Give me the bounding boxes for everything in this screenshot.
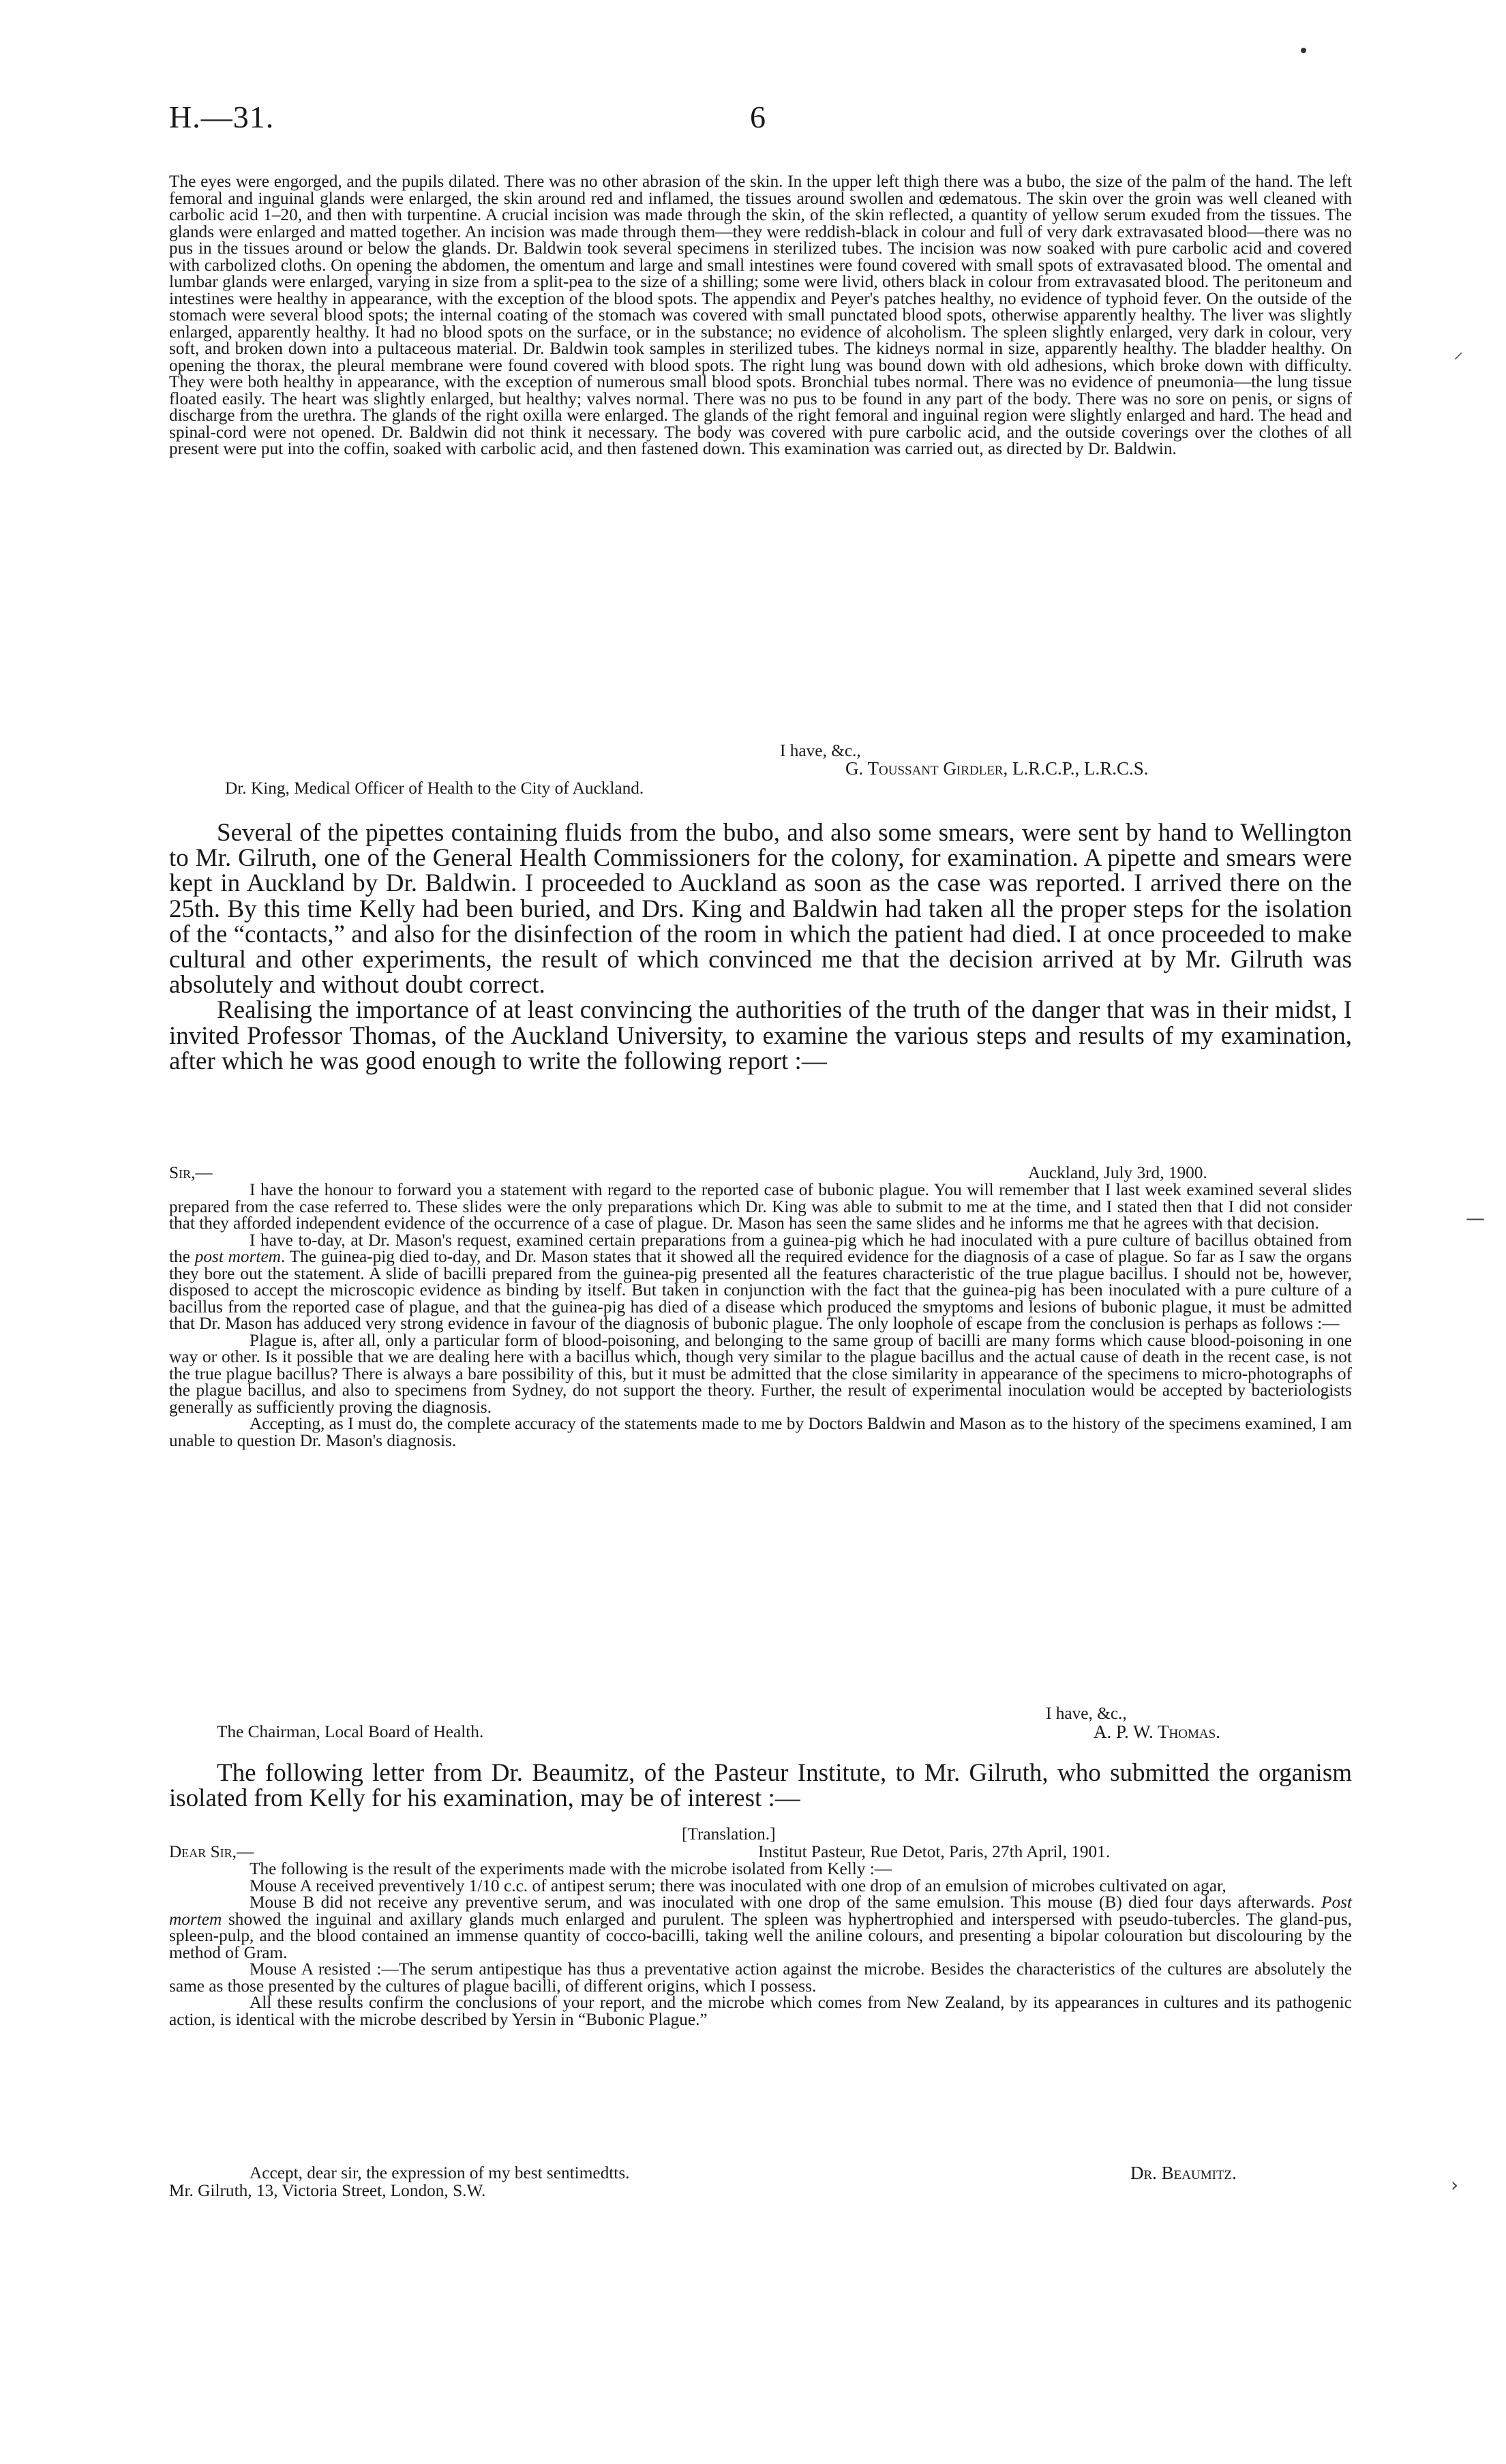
- narrative-paragraph-1: Several of the pipettes containing fluids from the bubo, and also some smears, were sent by hand to Wellington to Mr. Gilruth, one of the General Health Commissioners for the colony, for examination. A pipette and smears were kept in Auckland by Dr. Baldwin. I proceeded to Auckland as soon as the case was reported. I arrived there on the 25th. By this time Kelly had been buried, and Drs. King and Baldwin had taken all the proper steps for the isolation of the “contacts,” and also for the disinfection of the room in which the patient had died. I at once proceeded to make cultural and other experiments, the result of which convinced me that the decision arrived at by Mr. Gilruth was absolutely and without doubt correct.: [169, 819, 1352, 1000]
- thomas-paragraph-1: I have the honour to forward you a statement with regard to the reported case of bubonic plague. You will remember that I last week examined several slides prepared from the case referred to. These slides were the only preparations which Dr. King was able to submit to me at the time, and I stated then that I did not consider that they afforded independent evidence of the occurrence of a case of plague. Dr. Mason has seen the same slides and he informs me that he agrees with that decision.: [169, 1180, 1352, 1233]
- narrative-section-2: [169, 1760, 1352, 1811]
- beaumitz-paragraph-5: All these results confirm the conclusions of your report, and the microbe which comes from New Zealand, by its appearances in cultures and its pathogenic action, is identical with the microbe described by Yersin in “Bubonic Plague.”: [169, 1993, 1352, 2029]
- beaumitz-signature: Dr. Beaumitz.: [1130, 2163, 1237, 2183]
- girdler-addressee: Dr. King, Medical Officer of Health to the City of Auckland.: [225, 779, 644, 798]
- girdler-signature: G. Toussant Girdler, L.R.C.P., L.R.C.S.: [845, 758, 1149, 779]
- post-mortem-emphasis-2: Post mortem: [169, 1893, 1352, 1929]
- post-mortem-emphasis: post mortem: [194, 1247, 281, 1266]
- narrative-section: [169, 820, 1352, 1074]
- page-number: 6: [750, 100, 766, 134]
- thomas-paragraph-2: I have to-day, at Dr. Mason's request, examined certain preparations from a guinea-pig which he had inoculated with a pure culture of bacillus obtained from the post mortem. The guinea-pig died to-day, and Dr. Mason states that it showed all the required evidence for the diagnosis of a case of plague. So far as I saw the organs they bore out the statement. A slide of bacilli prepared from the guinea-pig presented all the features characteristic of the true plague bacillus. I should not be, however, disposed to accept the microscopic evidence as binding by itself. But taken in conjunction with the fact that the guinea-pig has been inoculated with a pure culture of a bacillus from the reported case of plague, and that the guinea-pig has died of a disease which produced the smyptoms and lesions of bubonic plague, it must be admitted that Dr. Mason has adduced very strong evidence in favour of the diagnosis of bubonic plague. The only loophole of escape from the conclusion is perhaps as follows :—: [169, 1230, 1353, 1333]
- beaumitz-place-date: Institut Pasteur, Rue Detot, Paris, 27th April, 1901.: [758, 1842, 1111, 1861]
- beaumitz-paragraph-4: Mouse A resisted :—The serum antipestique has thus a preventative action against the microbe. Besides the characteristics of the cultures are absolutely the same as those presented by the cultures of plague bacilli, of different origins, which I possess.: [169, 1959, 1352, 1996]
- ink-dot-mark: [1301, 48, 1306, 53]
- thomas-addressee: The Chairman, Local Board of Health.: [217, 1722, 484, 1741]
- margin-dash-icon: —: [1466, 1207, 1485, 1229]
- beaumitz-paragraph-1: The following is the result of the experiments made with the microbe isolated from Kelly :—: [250, 1859, 892, 1878]
- thomas-place-date: Auckland, July 3rd, 1900.: [1028, 1163, 1207, 1182]
- narrative-paragraph-2: Realising the importance of at least convincing the authorities of the truth of the danger that was in their midst, I invited Professor Thomas, of the Auckland University, to examine the various steps and results of my examination, after which he was good enough to write the following report :—: [169, 996, 1352, 1075]
- thomas-closing: I have, &c.,: [1046, 1704, 1127, 1723]
- beaumitz-letter-body: [169, 1861, 1352, 2028]
- margin-mark-icon: ⸍: [1454, 348, 1464, 371]
- beaumitz-paragraph-6: Accept, dear sir, the expression of my best sentimedtts.: [250, 2163, 630, 2182]
- beaumitz-addressee: Mr. Gilruth, 13, Victoria Street, London, S.W.: [169, 2181, 486, 2200]
- narrative2-paragraph-1: The following letter from Dr. Beaumitz, of the Pasteur Institute, to Mr. Gilruth, who submitted the organism isolated from Kelly for his examination, may be of interest :—: [169, 1759, 1352, 1813]
- thomas-paragraph-4: Accepting, as I must do, the complete accuracy of the statements made to me by Doctors Baldwin and Mason as to the history of the specimens examined, I am unable to question Dr. Mason's diagnosis.: [169, 1414, 1352, 1450]
- thomas-salutation: Sir,—: [169, 1163, 213, 1182]
- thomas-paragraph-3: Plague is, after all, only a particular form of blood-poisoning, and belonging to the same group of bacilli are many forms which cause blood-poisoning in one way or other. Is it possible that we are dealing here with a bacillus which, though very similar to the plague bacillus and the actual cause of death in the recent case, is not the true plague bacillus? There is always a bare possibility of this, but it must be admitted that the close similarity in appearance of the specimens to micro-photographs of the plague bacillus, and also to specimens from Sydney, do not support the theory. Further, the result of experimental inoculation would be accepted by bacteriologists generally as sufficiently proving the diagnosis.: [169, 1330, 1352, 1417]
- thomas-signature: A. P. W. Thomas.: [1094, 1722, 1220, 1742]
- beaumitz-salutation: Dear Sir,—: [169, 1842, 254, 1861]
- document-reference: H.—31.: [169, 100, 275, 134]
- translation-note: [Translation.]: [682, 1824, 776, 1844]
- girdler-report-paragraph: The eyes were engorged, and the pupils dilated. There was no other abrasion of the skin. In the upper left thigh there was a bubo, the size of the palm of the hand. The left femoral and inguinal glands were enlarged, the skin around red and inflamed, the tissues around swollen and œdematous. The skin over the groin was well cleaned with carbolic acid 1–20, and then with turpentine. A crucial incision was made through the skin, of the skin reflected, a quantity of yellow serum exuded from the tissues. The glands were enlarged and matted together. An incision was made through them—they were reddish-black in colour and full of very dark extravasated blood—there was no pus in the tissues around or below the glands. Dr. Baldwin took several specimens in sterilized tubes. The incision was now soaked with pure carbolic acid and covered with carbolized cloths. On opening the abdomen, the omentum and large and small intestines were found covered with small spots of extravasated blood. The omental and lumbar glands were enlarged, varying in size from a split-pea to the size of a shilling; some were livid, others black in colour from extravasated blood. The peritoneum and intestines were healthy in appearance, with the exception of the blood spots. The appendix and Peyer's patches healthy, no evidence of typhoid fever. On the outside of the stomach were several blood spots; the internal coating of the stomach was covered with small punctated blood spots, otherwise apparently healthy. The liver was slightly enlarged, apparently healthy. It had no blood spots on the surface, or in the substance; no evidence of alcoholism. The spleen slightly enlarged, very dark in colour, very soft, and broken down into a pultaceous material. Dr. Baldwin took samples in sterilized tubes. The kidneys normal in size, apparently healthy. The bladder healthy. On opening the thorax, the pleural membrane were found covered with blood spots. The right lung was bound down with old adhesions, which broke down with difficulty. They were both healthy in appearance, with the exception of numerous small blood spots. Bronchial tubes normal. There was no evidence of pneumonia—the lung tissue floated easily. The heart was slightly enlarged, but healthy; valves normal. There was no pus to be found in any part of the body. There was no sore on penis, or signs of discharge from the urethra. The glands of the right oxilla were enlarged. The glands of the right femoral and inguinal region were slightly enlarged and hard. The head and spinal-cord were not opened. Dr. Baldwin did not think it necessary. The body was covered with pure carbolic acid, and the outside coverings over the clothes of all present were put into the coffin, soaked with carbolic acid, and then fastened down. This examination was carried out, as directed by Dr. Baldwin.: [169, 172, 1352, 458]
- girdler-report-body: [169, 173, 1352, 457]
- beaumitz-paragraph-2: Mouse A received preventively 1/10 c.c. of antipest serum; there was inoculated with one drop of an emulsion of microbes cultivated on agar,: [250, 1876, 1226, 1895]
- beaumitz-paragraph-3: Mouse B did not receive any preventive serum, and was inoculated with one drop of the same emulsion. This mouse (B) died four days afterwards. Post mortem showed the inguinal and axillary glands much enlarged and purulent. The spleen was hyphertrophied and interspersed with pseudo-tubercles. The gland-pus, spleen-pulp, and the blood contained an immense quantity of cocco-bacilli, taking well the aniline colours, and presenting a bipolar colouration but discolouring by the method of Gram.: [169, 1893, 1352, 1962]
- thomas-letter-body: [169, 1182, 1352, 1449]
- margin-chevron-icon: ›: [1451, 2174, 1459, 2196]
- girdler-closing: I have, &c.,: [780, 741, 861, 760]
